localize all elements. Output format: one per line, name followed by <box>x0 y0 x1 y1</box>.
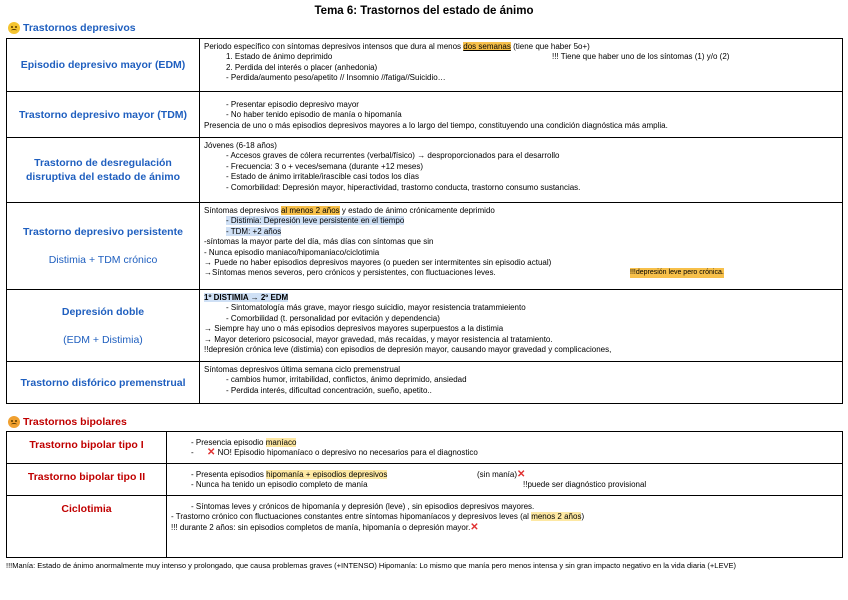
row-desc-tdpm <box>200 362 843 404</box>
text: Trastorno depresivo persistente <box>23 226 183 238</box>
page-title: Tema 6: Trastornos del estado de ánimo <box>314 5 534 17</box>
table-row <box>7 464 843 496</box>
row-desc-bipolar-2 <box>167 464 843 496</box>
text: - cambios humor, irritabilidad, conflictos, ánimo deprimido, ansiedad <box>226 375 467 385</box>
text: Trastorno de desregulación <box>34 157 172 169</box>
note: !!! Tiene que haber uno de los síntomas (1) y/o (2) <box>552 52 730 61</box>
text: - Nunca episodio maniaco/hipomaniaco/ciclotimia <box>204 247 380 257</box>
highlight: hipomanía + episodios depresivos <box>266 470 388 479</box>
table-row <box>7 92 843 138</box>
table-row <box>7 39 843 92</box>
highlight: menos 2 años <box>531 512 582 522</box>
text: - Presencia episodio <box>191 438 266 447</box>
text: disruptiva del estado de ánimo <box>25 171 181 183</box>
angry-face-icon <box>8 416 20 428</box>
table-row <box>7 362 843 404</box>
row-desc-edm <box>200 39 843 92</box>
text: (tiene que haber 5o+) <box>510 42 590 51</box>
row-desc-tdm <box>200 92 843 138</box>
table-depresivos <box>6 38 843 404</box>
text: Trastorno depresivo mayor (TDM) <box>18 108 188 121</box>
row-desc-bipolar-1: - Presencia episodio maníaco - ✕ NO! Episodio hipomaníaco o depresivo no necesarios para el diagnostico <box>167 432 843 464</box>
row-name-bipolar-1 <box>7 432 167 464</box>
text: → Puede no haber episodios depresivos mayores (o pueden ser intermitentes sin episodio actual) <box>204 258 552 268</box>
table-row <box>7 290 843 362</box>
row-name-bipolar-2 <box>7 464 167 496</box>
text: !!depresión crónica leve (distimia) con episodios de depresión mayor, causando mayor gravedad y complicaciones, <box>204 345 612 355</box>
text: - Frecuencia: 3 o + veces/semana (durante +12 meses) <box>226 161 423 171</box>
footer-note: !!!Manía: Estado de ánimo anormalmente muy intenso y prolongado, que causa problemas graves (+INTENSO) Hipomanía: Lo mismo que manía pero menos intensa y sin gran impacto negativo en la vida diaria (+LEVE) <box>6 561 736 570</box>
row-desc-dd <box>200 290 843 362</box>
text: (sin manía) <box>477 470 518 479</box>
text: Trastorno bipolar tipo I <box>29 439 144 451</box>
row-name-ciclotimia <box>7 496 167 558</box>
text: Periodo específico con síntomas depresivos intensos que dura al menos <box>204 42 464 51</box>
text: - No haber tenido episodio de manía o hipomanía <box>226 110 402 120</box>
text: !!! durante 2 años: sin episodios completos de manía, hipomanía o depresión mayor. <box>171 522 471 532</box>
text: - Presenta episodios <box>191 470 267 479</box>
text: - Estado de ánimo irritable/irascible casi todos los días <box>226 172 419 182</box>
table-row <box>7 138 843 203</box>
note <box>477 470 525 480</box>
row-name-tdp <box>7 203 200 290</box>
text: → Mayor deterioro psicosocial, mayor gravedad, más recaídas, y mayor resistencia al tratamiento. <box>204 334 553 344</box>
row-desc-tdd <box>200 138 843 203</box>
row-name-tdpm <box>7 362 200 404</box>
text: y estado de ánimo crónicamente deprimido <box>339 206 495 215</box>
row-desc-ciclotimia <box>167 496 843 558</box>
highlight: - Distimia: Depresión leve persistente en el tiempo <box>226 216 405 226</box>
text: -síntomas la mayor parte del día, más días con síntomas que sin <box>204 237 434 247</box>
text: Jóvenes (6-18 años) <box>204 141 277 150</box>
table-row <box>7 432 843 464</box>
text: Trastorno disfórico premenstrual <box>20 376 186 389</box>
highlight: 1º DISTIMIA → 2º EDM <box>204 293 289 302</box>
highlight: al menos 2 años <box>280 206 340 215</box>
section-heading-bipolares <box>8 416 127 428</box>
row-name-dd <box>7 290 200 362</box>
table-bipolares <box>6 431 843 558</box>
text: - Nunca ha tenido un episodio completo de manía <box>191 480 368 490</box>
text: Síntomas depresivos <box>204 206 281 215</box>
table-row <box>7 203 843 290</box>
text: - Comorbilidad: Depresión mayor, hiperactividad, trastorno conducta, trastorno consumo sustancias. <box>226 182 581 192</box>
text: - Síntomas leves y crónicos de hipomanía y depresión (leve) , sin episodios depresivos mayores. <box>191 502 535 511</box>
text: Ciclotimia <box>61 503 112 515</box>
row-desc-tdp <box>200 203 843 290</box>
text: Distimia + TDM crónico <box>48 254 158 266</box>
text: - Comorbilidad (t. personalidad por evitación y dependencia) <box>226 313 440 323</box>
table-row <box>7 496 843 558</box>
red-x-icon: ✕ <box>207 447 216 459</box>
text: Trastorno bipolar tipo II <box>27 471 146 483</box>
text: - Presentar episodio depresivo mayor <box>226 100 359 109</box>
red-x-icon: ✕ <box>517 469 526 480</box>
text: 2. Perdida del interés o placer (anhedonia) <box>226 62 378 72</box>
note: !!!depresión leve pero crónica. <box>630 268 724 278</box>
highlight: - TDM: +2 años <box>226 226 282 236</box>
text: - Accesos graves de cólera recurrentes (verbal/físico) → desproporcionados para el desarrollo <box>226 151 560 161</box>
highlight: dos semanas <box>463 42 511 51</box>
row-name-tdm <box>7 92 200 138</box>
red-x-icon: ✕ <box>470 521 479 533</box>
text: Episodio depresivo mayor (EDM) <box>20 59 186 71</box>
text: Presencia de uno o más episodios depresivos mayores a lo largo del tiempo, constituyendo una condición diagnóstica más amplia. <box>204 120 668 130</box>
row-name-edm <box>7 39 200 92</box>
section-heading-depresivos <box>8 22 136 34</box>
section-label: Trastornos depresivos <box>23 22 136 34</box>
text: → Siempre hay uno o más episodios depresivos mayores superpuestos a la distimia <box>204 324 504 334</box>
note: !!puede ser diagnóstico provisional <box>523 480 647 489</box>
text: - Perdida interés, dificultad concentración, sueño, apetito.. <box>226 385 432 395</box>
text: Depresión doble <box>61 305 145 318</box>
text: (EDM + Distimia) <box>63 333 143 346</box>
row-name-tdd <box>7 138 200 203</box>
text: NO! Episodio hipomaníaco o depresivo no necesarios para el diagnostico <box>217 448 478 458</box>
text: 1. Estado de ánimo deprimido <box>226 52 333 62</box>
text: - Sintomatología más grave, mayor riesgo suicidio, mayor resistencia tratammieiento <box>226 303 526 313</box>
text: →Síntomas menos severos, pero crónicos y persistentes, con fluctuaciones leves. <box>204 268 496 278</box>
text: - Trastorno crónico con fluctuaciones constantes entre síntomas hipomaníacos y depresivos leves (al <box>171 512 532 522</box>
text: Síntomas depresivos última semana ciclo premenstrual <box>204 365 401 374</box>
section-label: Trastornos bipolares <box>23 416 127 428</box>
text: ) <box>581 512 585 522</box>
highlight: maníaco <box>265 438 297 447</box>
text: - Perdida/aumento peso/apetito // Insomnio //fatiga//Suicidio… <box>226 73 446 83</box>
sad-face-icon <box>8 22 20 34</box>
